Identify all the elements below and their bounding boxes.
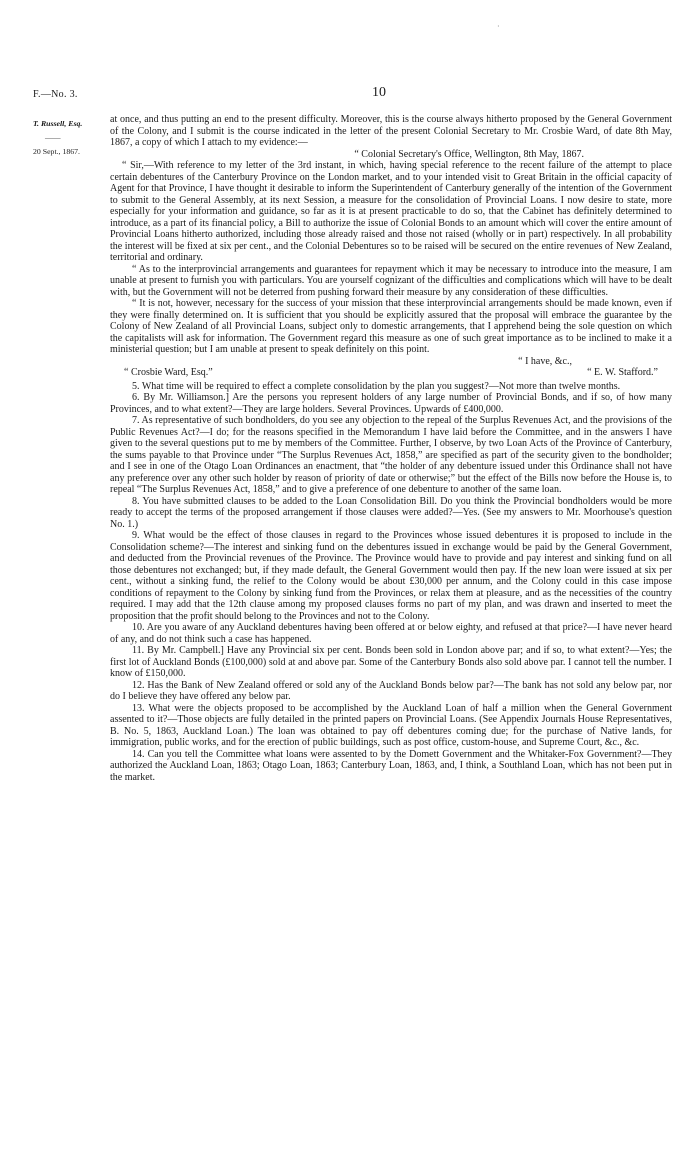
letter-paragraph: “ It is not, however, necessary for the success of your mission that these interprovincial arrangements should be made known, even if they were finally determined on. It is sufficient that you should be explicitly assured that the proposal will embrace the guarantee by the Colony of New Zealand of all Provincial Loans, subject only to domestic arrangements, that I apprehend being the sole question on which the capitalists will ask for information. The Government regard this measure as one of such great importance as to be inclined to make it a ministerial question; but I am unable at present to speak definitely on this point. [110,298,672,355]
letter-dateline: “ Colonial Secretary's Office, Wellington, 8th May, 1867. [354,148,584,160]
witness-name: T. Russell, Esq. [33,119,83,128]
question-answer: 8. You have submitted clauses to be added to the Loan Consolidation Bill. Do you think the Provincial bondholders would be more ready to accept the terms of the proposed arrangement if those clauses were added?—Yes. (See my answers to Mr. Moorhouse's question No. 1.) [110,495,672,530]
letter-signatures [110,367,672,379]
letter-paragraph: “ Sir,—With reference to my letter of the 3rd instant, in which, having special reference to the recent failure of the attempt to place certain debentures of the Canterbury Province on the London market, and to your intended visit to Great Britain in the official capacity of Agent for that Province, I have thought it desirable to inform the Superintendent of Canterbury generally of the intention of the Government to submit to the General Assembly, at its next Session, a measure for the consolidation of Provincial Loans. I now desire to state, more especially for your information and guidance, so far as it is at present practicable to do so, that the Cabinet has definitely determined to introduce, as a part of its financial policy, a Bill to authorize the issue of Colonial Bonds to an amount which will cover the entire amount of Provincial Loans hitherto authorized, including those already raised and those not raised (wholly or in part) respectively. In all probability the interest will be fixed at six per cent., and the Colonial Debentures so to be raised will be secured on the entire revenues of New Zealand, territorial and ordinary. [110,160,672,263]
question-answer: 10. Are you aware of any Auckland debentures having been offered at or below eighty, and refused at that price?—I have never heard of any, and do not think such a case has happened. [110,622,672,645]
letter-addressee: “ Crosbie Ward, Esq.” [124,367,213,378]
document-body [110,114,672,783]
page-number: 10 [372,85,386,100]
page-mark: · [497,22,500,31]
question-answer: 11. By Mr. Campbell.] Have any Provincial six per cent. Bonds been sold in London above par; and if so, to what extent?—Yes; the first lot of Auckland Bonds (£100,000) sold at and above par. Some of the Canterbury Bonds also sold above par. I cannot tell the number. I know of £150,000. [110,645,672,679]
document-reference: F.—No. 3. [33,89,78,100]
question-answer: 5. What time will be required to effect a complete consolidation by the plan you suggest?—Not more than twelve months. [132,380,621,392]
question-answer: 7. As representative of such bondholders, do you see any objection to the repeal of the Surplus Revenues Act, and the provisions of the Public Revenues Act?—I do; for the reasons specified in the Memorandum I have laid before the Committee, and in the answers I have given to the several questions put to me by members of the Committee. Further, I observe, by two Loan Acts of the Province of Canterbury, the sums payable to that Province under “The Surplus Revenues Act, 1858,” are specified as part of the security given to the bondholder; and I see in one of the Otago Loan Ordinances an enactment, that “the holder of any debenture issued under this Ordinance shall not have any preference over any other such holder by reason of priority of date or otherwise;” but the effect of the Bills now before the House is, to repeal “The Surplus Revenues Act, 1858,” and to give a preference of one debenture to another of the same loan. [110,415,672,495]
letter-signatory: “ E. W. Stafford.” [587,367,658,378]
letter-paragraph: “ As to the interprovincial arrangements and guarantees for repayment which it may be necessary to introduce into the measure, I am unable at present to furnish you with particulars. You are yourself cognizant of the difficulties and complications which will have to be dealt with, but the Government will not be deterred from pushing forward their measure by any consideration of these difficulties. [110,263,672,298]
question-answer: 12. Has the Bank of New Zealand offered or sold any of the Auckland Bonds below par?—The bank has not sold any below par, nor do I believe they have offered any below par. [110,679,672,702]
question-answer: 9. What would be the effect of those clauses in regard to the Provinces whose issued debentures it is proposed to include in the Consolidation scheme?—The interest and sinking fund on the debentures issued in exchange would be paid by the General Government, and deducted from the Provincial revenues of the Province. The Province would have to provide and pay interest and sinking fund on all those debentures not exchanged; but, if they made default, the General Government would then pay. If the new loan were issued at six per cent., without a sinking fund, the relief to the Colony would be about £30,000 per annum, and the Colony could in this case impose conditions of repayment to the Colony by sinking fund from the Provinces, or relax them at pleasure, and as the necessities of the country required. I may add that the 12th clause among my proposed clauses forms no part of my plan, and was drawn and inserted to meet the proposition that the profit should belong to the Provinces and not to the Colony. [110,530,672,622]
paragraph: at once, and thus putting an end to the present difficulty. Moreover, this is the course always hitherto proposed by the General Government of the Colony, and I submit is the course indicated in the letter of the present Colonial Secretary to Mr. Crosbie Ward, of date 8th May, 1867, a copy of which I attach to my evidence:— [110,114,672,148]
question-answer: 13. What were the objects proposed to be accomplished by the Auckland Loan of half a million when the General Government assented to it?—Those objects are fully detailed in the printed papers on Provincial Loans. (See Appendix Journals House Representatives, B. No. 5, 1863, Auckland Loan.) The loan was obtained to pay off debentures coming due; for the purchase of Native lands, for immigration, public works, and for the erection of public buildings, such as post office, custom-house, and Supreme Court, &c., &c. [110,702,672,748]
margin-note [33,117,93,159]
question-answer: 6. By Mr. Williamson.] Are the persons you represent holders of any large number of Provincial Bonds, and if so, of how many Provinces, and to what extent?—They are large holders. Several Provinces. Upwards of £400,000. [110,392,672,415]
witness-date: 20 Sept., 1867. [33,147,80,156]
letter-closing: “ I have, &c., [518,355,572,367]
question-answer: 14. Can you tell the Committee what loans were assented to by the Domett Government and the Whitaker-Fox Government?—They authorized the Auckland Loan, 1863; Otago Loan, 1863; Canterbury Loan, 1863, and, I think, a Southland Loan, which has not been put in the market. [110,748,672,783]
margin-rule: —— [45,133,61,142]
